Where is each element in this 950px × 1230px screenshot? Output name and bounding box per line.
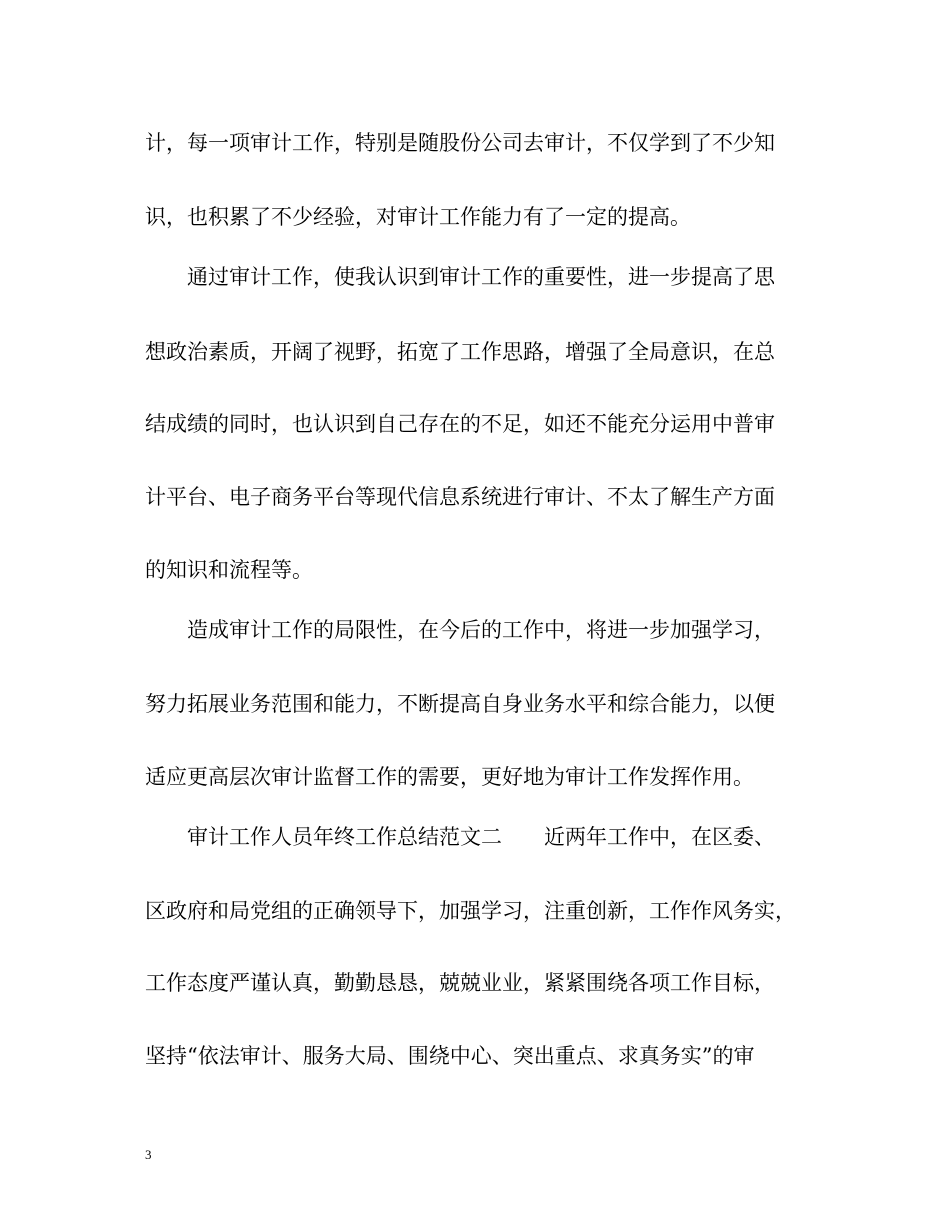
text-line: 结成绩的同时，也认识到自己存在的不足，如还不能充分运用中普审 xyxy=(145,412,775,436)
paragraph-first-line: 造成审计工作的局限性，在今后的工作中，将进一步加强学习， xyxy=(187,618,775,642)
paragraph-first-line: 审计工作人员年终工作总结范文二 近两年工作中，在区委、 xyxy=(187,825,775,849)
text-line: 识，也积累了不少经验，对审计工作能力有了一定的提高。 xyxy=(145,205,691,229)
text-line: 区政府和局党组的正确领导下，加强学习，注重创新，工作作风务实， xyxy=(145,899,796,923)
text-line: 工作态度严谨认真，勤勤恳恳，兢兢业业，紧紧围绕各项工作目标， xyxy=(145,971,775,995)
text-line: 的知识和流程等。 xyxy=(145,558,313,582)
text-line: 适应更高层次审计监督工作的需要，更好地为审计工作发挥作用。 xyxy=(145,765,754,789)
text-line: 努力拓展业务范围和能力，不断提高自身业务水平和综合能力，以便 xyxy=(145,692,775,716)
text-line: 坚持“依法审计、服务大局、围绕中心、突出重点、求真务实”的审 xyxy=(145,1044,755,1068)
page-number: 3 xyxy=(145,1147,152,1162)
text-line: 计平台、电子商务平台等现代信息系统进行审计、不太了解生产方面 xyxy=(145,485,775,509)
paragraph-first-line: 通过审计工作，使我认识到审计工作的重要性，进一步提高了思 xyxy=(187,265,775,289)
text-line: 计，每一项审计工作，特别是随股份公司去审计，不仅学到了不少知 xyxy=(145,131,775,155)
text-line: 想政治素质，开阔了视野，拓宽了工作思路，增强了全局意识，在总 xyxy=(145,340,775,364)
